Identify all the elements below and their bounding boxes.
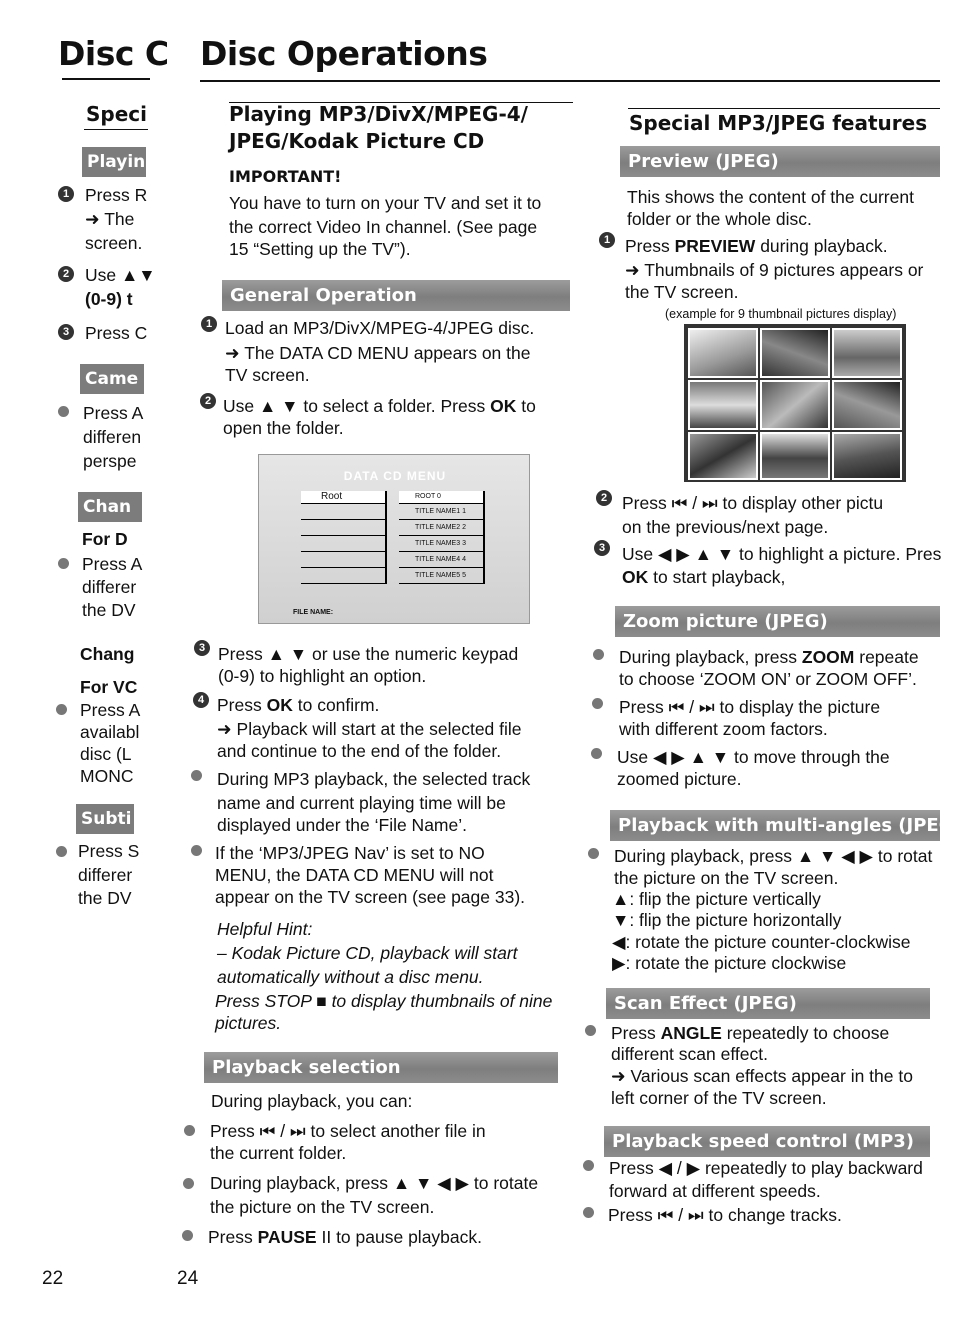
step-text: (0-9) to highlight an option. [218,666,427,686]
step-3-badge: 3 [58,324,74,340]
important-text: 15 “Setting up the TV”). [229,239,411,259]
step-text: left corner of the TV screen. [611,1088,827,1108]
step-text: open the folder. [223,418,344,438]
bullet [182,1230,193,1241]
bullet [184,1125,195,1136]
step-text: Press ⏮ / ⏭ to display the picture [619,697,881,717]
col2-heading-rule [628,108,940,109]
menu-left-row[interactable] [301,504,387,520]
step-text: and continue to the end of the folder. [217,741,502,761]
step-text: ◀: rotate the picture counter-clockwise [612,932,911,952]
step-text: Press OK to confirm. [217,695,380,715]
preview-text: This shows the content of the current [627,187,914,207]
step-text: on the previous/next page. [622,517,829,537]
step-text: Use ◀ ▶ ▲ ▼ to move through the [617,747,890,767]
thumbnail[interactable] [688,328,758,378]
left-text: differer [82,577,137,597]
bullet [591,748,602,759]
step-text: ▼: flip the picture horizontally [612,910,842,930]
step-text: Press ⏮ / ⏭ to change tracks. [608,1205,842,1225]
left-text: perspe [83,451,137,471]
step-text: the current folder. [210,1143,347,1163]
bullet [593,649,604,660]
step-text: Press PAUSE II to pause playback. [208,1227,483,1247]
left-text: differen [83,427,142,447]
page-title-rule [200,80,940,82]
left-text: Press A [80,700,141,720]
playback-intro: During playback, you can: [211,1091,413,1111]
left-text: Press A [82,554,143,574]
bar-preview: Preview (JPEG) [620,146,940,177]
col1-heading: JPEG/Kodak Picture CD [229,129,485,153]
step-text: the picture on the TV screen. [210,1197,435,1217]
left-bar-camera: Came [80,364,144,394]
bar-playback-selection: Playback selection [204,1052,558,1083]
bullet [58,406,69,417]
thumbnail[interactable] [760,380,830,430]
thumbnail[interactable] [688,432,758,480]
thumbnail[interactable] [688,380,758,430]
menu-left-row[interactable] [301,568,387,584]
step-1-badge: 1 [599,232,615,248]
thumbnail[interactable] [832,432,902,480]
important-text: You have to turn on your TV and set it to [229,193,542,213]
step-text: ▶: rotate the picture clockwise [612,953,847,973]
hint-text: automatically without a disc menu. [217,967,484,987]
menu-root-item[interactable]: Root [301,491,387,504]
thumbnail[interactable] [832,380,902,430]
thumbnail[interactable] [760,328,830,378]
bullet [183,1178,194,1189]
step-text: Press ◀ / ▶ repeatedly to play backward [609,1158,923,1178]
thumbnail[interactable] [832,328,902,378]
step-3-badge: 3 [594,540,610,556]
step-2-badge: 2 [596,490,612,506]
left-subheading: Chang [80,644,135,664]
step-text: OK to start playback, [622,567,786,587]
step-text: Use ◀ ▶ ▲ ▼ to highlight a picture. Pres [622,544,942,564]
left-text: (0-9) t [85,289,133,309]
step-text: During MP3 playback, the selected track [217,769,531,789]
left-text: screen. [85,233,143,253]
left-bar-subtitle: Subti [76,804,134,834]
bullet [583,1160,594,1171]
menu-file-item[interactable]: TITLE NAME1 1 [399,504,485,520]
important-label: IMPORTANT! [229,167,342,186]
step-3-badge: 3 [194,640,210,656]
step-2-badge: 2 [58,266,74,282]
step-text: If the ‘MP3/JPEG Nav’ is set to NO [215,843,485,863]
left-text: ➜ The [85,209,135,229]
bar-general-operation: General Operation [222,280,570,311]
bullet [58,558,69,569]
step-text: During playback, press ZOOM repeate [619,647,919,667]
step-text: the TV screen. [625,282,739,302]
menu-file-name-label: FILE NAME: [293,609,334,616]
step-text: different scan effect. [611,1044,768,1064]
hint-text: – Kodak Picture CD, playback will start [217,943,518,963]
step-text: forward at different speeds. [609,1181,821,1201]
step-text: During playback, press ▲ ▼ ◀ ▶ to rotat [614,846,933,866]
col2-heading: Special MP3/JPEG features [629,111,928,135]
menu-file-item[interactable]: TITLE NAME3 3 [399,536,485,552]
page-title: Disc Operations [200,34,488,73]
step-text: Press ANGLE repeatedly to choose [611,1023,890,1043]
bullet [56,704,67,715]
bullet [585,1025,596,1036]
bar-scan-effect: Scan Effect (JPEG) [606,988,930,1019]
left-text: MONC [80,766,134,786]
left-text: Press S [78,841,140,861]
thumbnail-caption: (example for 9 thumbnail pictures display) [665,307,897,321]
menu-left-list [301,491,387,587]
data-cd-menu-screenshot [258,454,530,624]
left-text: Press R [85,185,148,205]
hint-text: Press STOP ■ to display thumbnails of nine [215,991,553,1011]
left-bar-change: Chan [78,492,142,522]
bullet [592,698,603,709]
step-1-badge: 1 [201,316,217,332]
step-text: displayed under the ‘File Name’. [217,815,467,835]
step-text: Press ⏮ / ⏭ to select another file in [210,1121,486,1141]
step-text: ➜ Thumbnails of 9 pictures appears or [625,260,924,280]
bullet [191,770,202,781]
bar-multi-angles: Playback with multi-angles (JPEG) [610,810,940,841]
menu-left-row[interactable] [301,552,387,568]
menu-file-item[interactable]: ROOT 0 [399,491,485,504]
left-section-rule [84,129,148,130]
left-section-heading: Speci [86,102,147,126]
menu-file-item[interactable]: TITLE NAME2 2 [399,520,485,536]
col1-heading: Playing MP3/DivX/MPEG-4/ [229,102,528,126]
bar-zoom: Zoom picture (JPEG) [615,606,940,637]
bullet [588,848,599,859]
left-text: Use ▲▼ [85,265,156,285]
left-text: the DV [78,888,132,908]
hint-text: pictures. [215,1013,282,1033]
step-1-badge: 1 [58,186,74,202]
left-page-title: Disc C [58,34,169,73]
step-text: ➜ Various scan effects appear in the to [611,1066,913,1086]
bullet [56,846,67,857]
hint-title: Helpful Hint: [217,919,313,939]
menu-left-row[interactable] [301,520,387,536]
left-text: the DV [82,600,136,620]
step-text: Press PREVIEW during playback. [625,236,888,256]
left-text: differer [78,865,133,885]
step-text: zoomed picture. [617,769,742,789]
step-text: appear on the TV screen (see page 33). [215,887,526,907]
preview-text: folder or the whole disc. [627,209,812,229]
step-text: the picture on the TV screen. [614,868,839,888]
step-text: Press ▲ ▼ or use the numeric keypad [218,644,519,664]
bar-speed-control: Playback speed control (MP3) [604,1126,930,1157]
step-text: MENU, the DATA CD MENU will not [215,865,494,885]
step-text: name and current playing time will be [217,793,506,813]
important-text: the correct Video In channel. (See page [229,217,538,237]
step-2-badge: 2 [200,393,216,409]
thumbnail-grid [684,324,906,482]
step-text: TV screen. [225,365,310,385]
menu-file-item[interactable]: TITLE NAME5 5 [399,568,485,584]
menu-file-item[interactable]: TITLE NAME4 4 [399,552,485,568]
bullet [583,1207,594,1218]
step-text: Press ⏮ / ⏭ to display other pictu [622,493,884,513]
left-text: Press C [85,323,148,343]
left-text: Press A [83,403,144,423]
step-text: Load an MP3/DivX/MPEG-4/JPEG disc. [225,318,535,338]
thumbnail[interactable] [760,432,830,480]
left-subheading: For VC [80,677,138,697]
menu-title: DATA CD MENU [343,469,447,483]
bullet [191,845,202,856]
step-text: Use ▲ ▼ to select a folder. Press OK to [223,396,536,416]
step-text: ▲: flip the picture vertically [612,889,821,909]
page-number: 24 [177,1268,199,1289]
step-text: ➜ Playback will start at the selected file [217,719,522,739]
step-text: to choose ‘ZOOM ON’ or ZOOM OFF’. [619,669,917,689]
left-bar-playing: Playin [82,147,146,177]
step-text: During playback, press ▲ ▼ ◀ ▶ to rotate [210,1173,539,1193]
step-4-badge: 4 [193,692,209,708]
step-text: ➜ The DATA CD MENU appears on the [225,343,531,363]
left-page-number: 22 [42,1268,64,1289]
menu-left-row[interactable] [301,536,387,552]
menu-right-list [399,491,485,584]
left-subheading: For D [82,529,128,549]
step-text: with different zoom factors. [619,719,828,739]
left-text: disc (L [80,744,132,764]
left-title-rule [62,78,150,80]
left-text: availabl [80,722,140,742]
